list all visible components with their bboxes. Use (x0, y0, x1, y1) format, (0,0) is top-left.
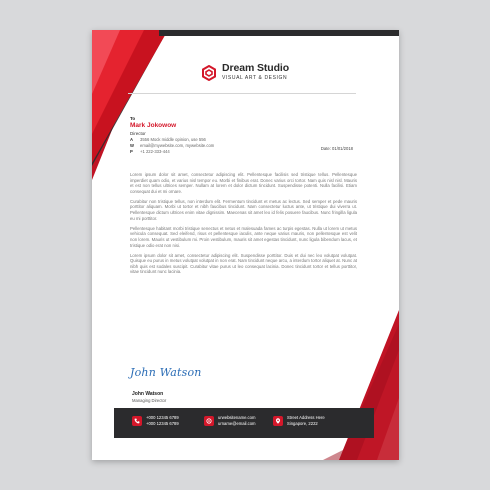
recipient-block (130, 115, 214, 155)
footer-website-line: urwebsitename.com (218, 415, 256, 420)
footer-phone-line-2: +000 12345 6789 (146, 421, 179, 426)
phone-icon (132, 416, 142, 426)
footer-address (273, 415, 325, 427)
body-paragraph: Curabitur non tristique tellus, non interdum elit. Fermentum tincidunt et metus ac lectus. Sed semper et pede mauris porttitor aliquam. Morbi ut tortor et nibh faucibus tincidunt. Nam consectetur luctus ante, ut tristique dui viverra ut. Pellentesque dictum ultrices enim vitae dignissim. Maecenas sit amet leo id felis posuere faucibus. Nunc fringilla ligula eu mi porttitor. (130, 198, 357, 221)
body-paragraph: Lorem ipsum dolor sit amet, consectetur adipiscing elit. Suspendisse porttitor. Duis et dui nec leo volutpat volutpat. Quisque eu purus in metus volutpat volutpat in non erat. Nam tincidunt neque arcu, a interdum tortor aliquet at. Nunc at nibh quis est sodales suscipit. Curabitur vitae purus ut leo consequat lacinia. Donec tincidunt tortor et tellus porttitor, vitae tincidunt nunc lacinia. (130, 252, 357, 275)
footer-address-line-2: Singapore, 2222 (287, 421, 318, 426)
body-paragraph: Lorem ipsum dolor sit amet, consectetur adipiscing elit. Pellentesque facilisis sed tristique tellus. Pellentesque imperdiet quam odio, et varius nisl tempor eu. Morbi et finibus erat. Donec varius orci tortor. Nam quis nisl nisl. Mauris et est non tellus ultrices semper. Nullam at lorem et dolor dictum tincidunt. Suspendisse potenti. Nulla facilisi. Etiam consequat dui et mi ornare. (130, 172, 357, 194)
top-dark-bar (159, 30, 399, 36)
email-icon (204, 416, 214, 426)
handwritten-signature: John Watson (130, 366, 202, 379)
to-label: To (130, 116, 136, 121)
hexagon-logo-icon (201, 65, 217, 81)
address-key: A (130, 137, 134, 142)
footer-phone (132, 415, 179, 427)
recipient-name: Mark Jokowow (130, 122, 177, 129)
web-value: email@mywebsite.com, mywebsite.com (140, 143, 215, 148)
recipient-title: Director (130, 131, 146, 136)
signatory-name: John Watson (132, 391, 164, 397)
brand-header (201, 63, 289, 82)
letter-body (130, 172, 357, 280)
brand-tagline: VISUAL ART & DESIGN (222, 75, 288, 81)
phone-key: P (130, 149, 133, 154)
footer-email-line: urname@email.com (218, 421, 256, 426)
location-pin-icon (273, 416, 283, 426)
brand-name: Dream Studio (222, 62, 290, 74)
signatory-title: Managing Director (132, 398, 167, 403)
letterhead-page (92, 30, 399, 460)
web-key: W (130, 143, 134, 148)
recipient-phone-row (130, 149, 214, 155)
body-paragraph: Pellentesque habitant morbi tristique senectus et netus et malesuada fames ac turpis egestas. Nulla ut lorem ut metus vehicula consequat. Sed eleifend, risus et pellentesque iaculis, ante neque varius mauris, non pellentesque est velit non lorem. Mauris ut vestibulum mi. Proin vestibulum, mauris sit amet egestas tincidunt, nunc ligula bibendum lacus, et tristique odio erat non nisi. (130, 225, 357, 248)
phone-value: +1 222-333-444 (140, 149, 170, 154)
header-divider (128, 93, 356, 94)
address-value: 3556 Mock middle opinion, use 556 (140, 137, 206, 142)
top-left-red-ribbon-decoration (92, 30, 172, 180)
footer-address-line-1: Street Address Here (287, 415, 325, 420)
footer-email (204, 415, 256, 427)
letter-date: Date: 01/01/2018 (320, 146, 353, 151)
footer-phone-line-1: +000 12345 6789 (146, 415, 179, 420)
